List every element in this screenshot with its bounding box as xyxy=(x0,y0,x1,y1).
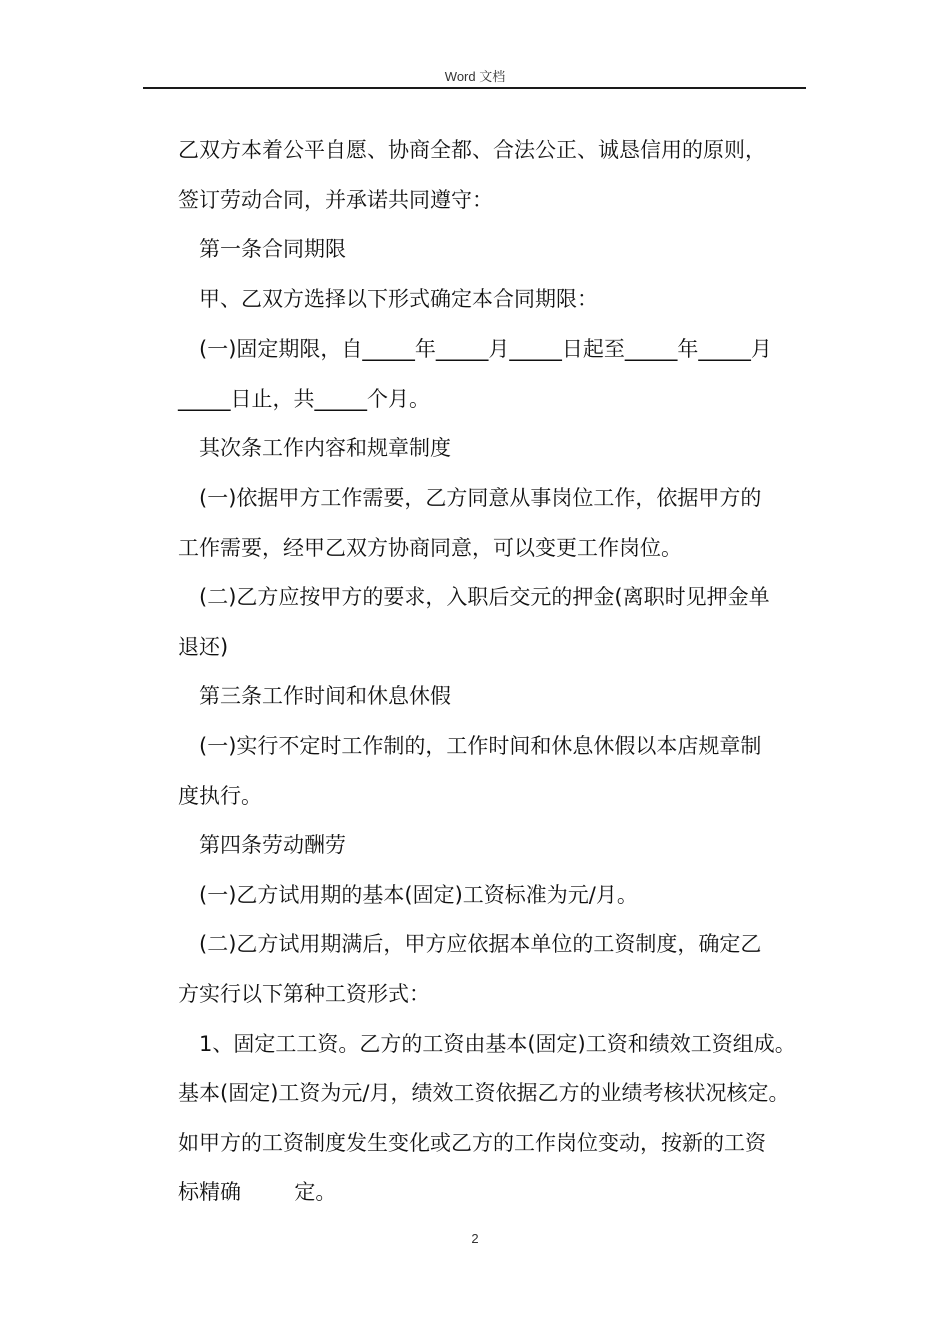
body-line: 退还) xyxy=(178,635,229,659)
body-line: 基本(固定)工资为元/月，绩效工资依据乙方的业绩考核状况核定。 xyxy=(178,1081,790,1105)
body-line: 1、固定工工资。乙方的工资由基本(固定)工资和绩效工资组成。 xyxy=(199,1032,796,1056)
body-line: (一)依据甲方工作需要，乙方同意从事岗位工作，依据甲方的 xyxy=(199,486,762,510)
body-line: 如甲方的工资制度发生变化或乙方的工作岗位变动，按新的工资 xyxy=(178,1131,766,1155)
body-line: _____日止，共_____个月。 xyxy=(178,387,430,411)
body-line: 标精确 定。 xyxy=(178,1180,337,1204)
body-line: (一)实行不定时工作制的，工作时间和休息休假以本店规章制 xyxy=(199,734,762,758)
section-heading: 第三条工作时间和休息休假 xyxy=(199,684,451,708)
section-heading: 其次条工作内容和规章制度 xyxy=(199,436,451,460)
body-line: (二)乙方应按甲方的要求，入职后交元的押金(离职时见押金单 xyxy=(199,585,770,609)
body-line: (一)固定期限，自_____年_____月_____日起至_____年_____月 xyxy=(199,337,772,361)
body-line: 签订劳动合同，并承诺共同遵守： xyxy=(178,188,493,212)
body-line: 方实行以下第种工资形式： xyxy=(178,982,430,1006)
document-header: Word 文档 xyxy=(444,69,506,84)
body-line: (二)乙方试用期满后，甲方应依据本单位的工资制度，确定乙 xyxy=(199,932,762,956)
body-line: 甲、乙双方选择以下形式确定本合同期限： xyxy=(199,287,598,311)
body-line: 度执行。 xyxy=(178,784,262,808)
section-heading: 第四条劳动酬劳 xyxy=(199,833,346,857)
body-line: (一)乙方试用期的基本(固定)工资标准为元/月。 xyxy=(199,883,638,907)
header-divider xyxy=(143,87,806,89)
body-line: 乙双方本着公平自愿、协商全都、合法公正、诚恳信用的原则， xyxy=(178,138,766,162)
page-number: 2 xyxy=(471,1231,479,1246)
section-heading: 第一条合同期限 xyxy=(199,237,346,261)
body-line: 工作需要，经甲乙双方协商同意，可以变更工作岗位。 xyxy=(178,536,682,560)
